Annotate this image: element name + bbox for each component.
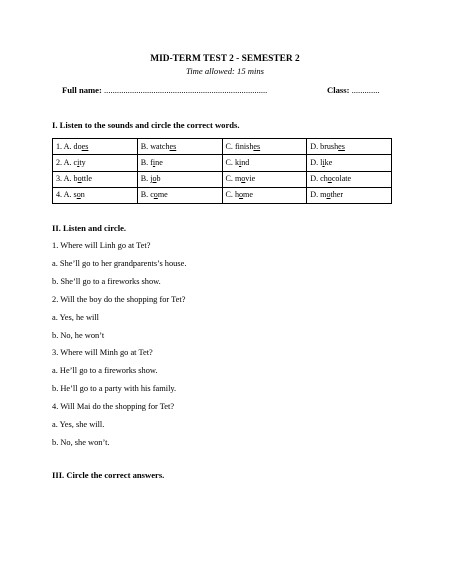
word-text: ke (324, 157, 333, 167)
word-text: b (156, 174, 161, 184)
option-3b[interactable]: b. He’ll go to a party with his family. (52, 384, 177, 393)
question-1: 1. Where will Linh go at Tet? (52, 241, 151, 250)
word-text: ty (79, 157, 86, 167)
word-text: vie (245, 174, 256, 184)
time-allowed: Time allowed: 15 mins (185, 66, 265, 76)
section-2-heading: II. Listen and circle. (52, 223, 127, 233)
word-text: D. m (310, 190, 327, 200)
question-4: 4. Will Mai do the shopping for Tet? (52, 402, 175, 411)
word-option-cell[interactable] (53, 187, 138, 203)
word-text: B. f (140, 157, 153, 167)
underlined-sound: o (152, 174, 157, 184)
word-text: C. m (225, 174, 242, 184)
class-dots: ............. (351, 85, 380, 95)
word-text: nd (241, 157, 250, 167)
section-1-heading: I. Listen to the sounds and circle the correct words. (52, 120, 240, 130)
word-option-cell[interactable] (53, 171, 138, 187)
section-3-heading: III. Circle the correct answers. (52, 470, 165, 480)
underlined-sound: o (241, 174, 246, 184)
underlined-sound: es (253, 141, 261, 151)
word-text: ne (155, 157, 163, 167)
underlined-sound: es (338, 141, 345, 151)
underlined-sound: es (169, 141, 177, 151)
word-option-cell[interactable] (137, 187, 222, 203)
table-row (53, 139, 392, 155)
word-option-cell[interactable] (222, 171, 307, 187)
option-4a[interactable]: a. Yes, she will. (52, 420, 105, 429)
sound-words-table (52, 138, 392, 204)
word-text: n (80, 190, 85, 200)
option-1a[interactable]: a. She’ll go to her grandparents’s house. (52, 259, 187, 268)
underlined-sound: i (77, 157, 80, 167)
underlined-sound: es (81, 141, 89, 151)
word-text: B. c (140, 190, 154, 200)
underlined-sound: o (239, 190, 244, 200)
word-text: C. k (225, 157, 239, 167)
word-text: colate (331, 174, 352, 184)
word-text: 4. A. s (56, 190, 77, 200)
underlined-sound: o (327, 174, 332, 184)
table-row (53, 187, 392, 203)
question-2: 2. Will the boy do the shopping for Tet? (52, 295, 186, 304)
class-field[interactable] (327, 85, 380, 96)
word-text: 1. A. do (56, 141, 82, 151)
option-4b[interactable]: b. No, she won’t. (52, 438, 110, 447)
word-text: me (243, 190, 253, 200)
word-option-cell[interactable] (307, 139, 392, 155)
question-3: 3. Where will Minh go at Tet? (52, 348, 153, 357)
word-text: C. h (225, 190, 239, 200)
word-option-cell[interactable] (307, 155, 392, 171)
word-text: D. l (310, 157, 323, 167)
word-text: B. j (140, 174, 153, 184)
word-text: D. brush (310, 141, 339, 151)
student-info-row (62, 85, 392, 96)
word-option-cell[interactable] (53, 139, 138, 155)
full-name-field[interactable] (62, 85, 267, 96)
table-row (53, 155, 392, 171)
word-option-cell[interactable] (137, 155, 222, 171)
word-option-cell[interactable] (222, 187, 307, 203)
full-name-label: Full name: (62, 85, 102, 95)
underlined-sound: o (326, 190, 331, 200)
underlined-sound: o (153, 190, 158, 200)
option-2b[interactable]: b. No, he won’t (52, 331, 105, 340)
word-text: 3. A. b (56, 174, 78, 184)
option-1b[interactable]: b. She’ll go to a fireworks show. (52, 277, 161, 286)
table-row (53, 171, 392, 187)
underlined-sound: i (322, 157, 325, 167)
page-title: MID-TERM TEST 2 - SEMESTER 2 (150, 54, 300, 64)
underlined-sound: i (239, 157, 242, 167)
word-option-cell[interactable] (222, 155, 307, 171)
full-name-dots: ............................................................................ (104, 85, 268, 95)
word-option-cell[interactable] (137, 171, 222, 187)
word-option-cell[interactable] (222, 139, 307, 155)
word-text: D. ch (310, 174, 328, 184)
word-text: ttle (81, 174, 92, 184)
underlined-sound: o (77, 174, 82, 184)
option-3a[interactable]: a. He’ll go to a fireworks show. (52, 366, 158, 375)
word-text: me (157, 190, 168, 200)
word-option-cell[interactable] (307, 171, 392, 187)
word-text: C. finish (225, 141, 254, 151)
underlined-sound: i (152, 157, 156, 167)
class-label: Class: (327, 85, 350, 95)
word-option-cell[interactable] (137, 139, 222, 155)
word-text: B. watch (140, 141, 170, 151)
underlined-sound: o (76, 190, 81, 200)
option-2a[interactable]: a. Yes, he will (52, 313, 99, 322)
word-text: 2. A. c (56, 157, 78, 167)
word-option-cell[interactable] (53, 155, 138, 171)
word-text: ther (330, 190, 344, 200)
word-option-cell[interactable] (307, 187, 392, 203)
